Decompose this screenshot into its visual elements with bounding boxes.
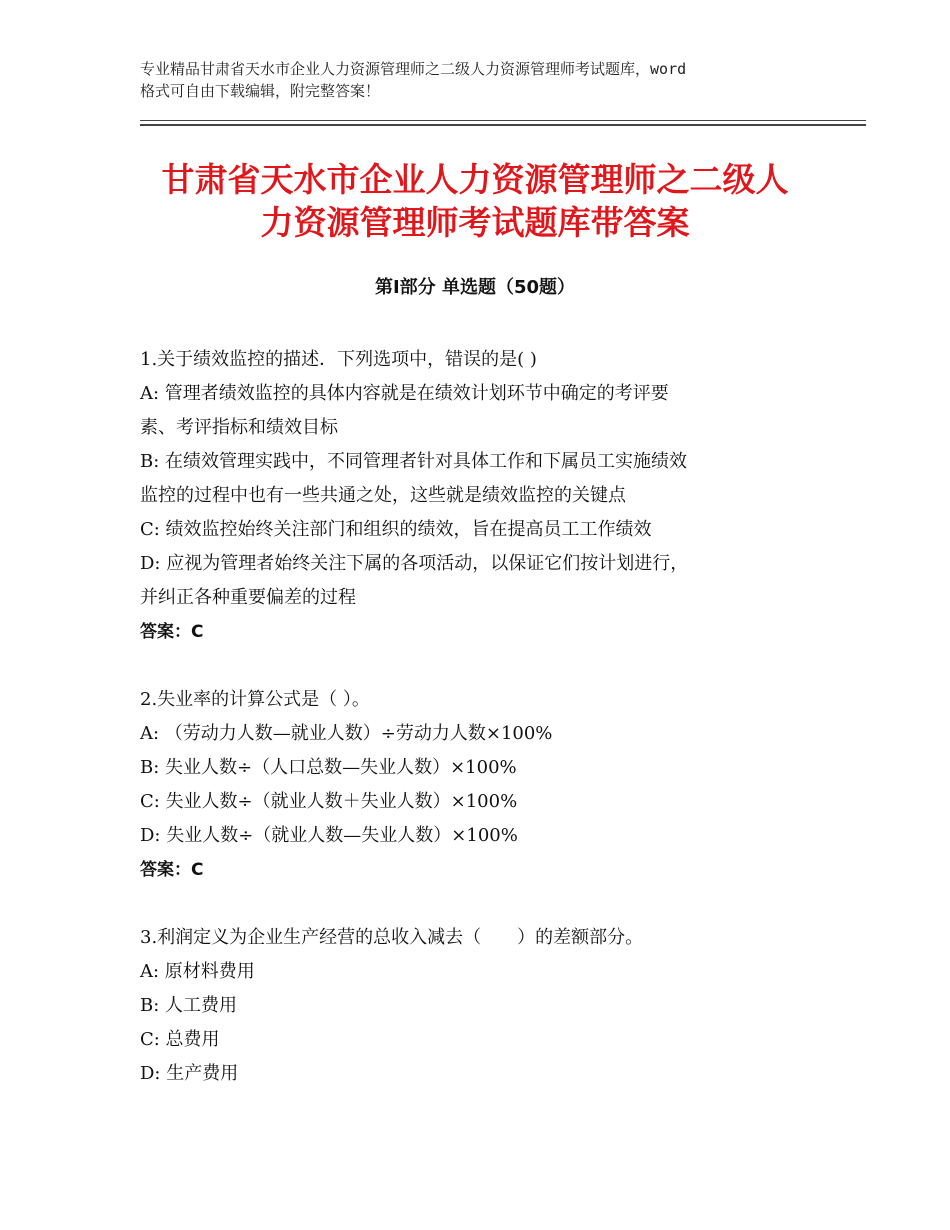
question-stem: 3.利润定义为企业生产经营的总收入减去（ ）的差额部分。	[140, 927, 644, 948]
option-b-line-2: 监控的过程中也有一些共通之处，这些就是绩效监控的关键点	[140, 485, 626, 506]
question-stem: 2.失业率的计算公式是（ ）。	[140, 689, 370, 710]
option-a-line-1: A: 原材料费用	[140, 961, 255, 982]
option-a-line-1: A: 管理者绩效监控的具体内容就是在绩效计划环节中确定的考评要	[140, 383, 669, 404]
question-block	[140, 921, 820, 1091]
header-note-line-1: 专业精品甘肃省天水市企业人力资源管理师之二级人力资源管理师考试题库，word	[140, 60, 687, 78]
option-b-line-1: B: 失业人数÷（人口总数—失业人数）×100%	[140, 757, 517, 778]
option-d-line-1: D: 应视为管理者始终关注下属的各项活动，以保证它们按计划进行，	[140, 553, 689, 574]
option-c-line-1: C: 失业人数÷（就业人数＋失业人数）×100%	[140, 791, 518, 812]
answer-label: 答案：C	[140, 860, 204, 880]
header-note-line-2: 格式可自由下载编辑，附完整答案！	[140, 82, 381, 100]
header-divider-thin	[140, 120, 866, 121]
option-d-line-1: D: 生产费用	[140, 1063, 239, 1084]
header-divider-thick	[140, 124, 866, 126]
question-block	[140, 683, 820, 887]
document-title-line-2: 力资源管理师考试题库带答案	[260, 203, 690, 242]
question-block	[140, 343, 820, 649]
option-b-line-1: B: 人工费用	[140, 995, 238, 1016]
question-spacer	[140, 649, 820, 683]
question-list	[140, 343, 820, 1091]
option-a-line-2: 素、考评指标和绩效目标	[140, 417, 338, 438]
option-a-line-1: A: （劳动力人数—就业人数）÷劳动力人数×100%	[140, 723, 553, 744]
option-d-line-1: D: 失业人数÷（就业人数—失业人数）×100%	[140, 825, 518, 846]
answer-label: 答案：C	[140, 622, 204, 642]
document-title-line-1: 甘肃省天水市企业人力资源管理师之二级人	[161, 160, 789, 199]
question-spacer	[140, 887, 820, 921]
option-b-line-1: B: 在绩效管理实践中，不同管理者针对具体工作和下属员工实施绩效	[140, 451, 688, 472]
option-c-line-1: C: 绩效监控始终关注部门和组织的绩效，旨在提高员工工作绩效	[140, 519, 652, 540]
header-note	[140, 58, 830, 102]
option-d-line-2: 并纠正各种重要偏差的过程	[140, 587, 356, 608]
document-title	[100, 158, 850, 244]
question-stem: 1.关于绩效监控的描述．下列选项中，错误的是( )	[140, 349, 537, 370]
option-c-line-1: C: 总费用	[140, 1029, 220, 1050]
section-title: 第Ⅰ部分 单选题（50题）	[374, 277, 575, 298]
